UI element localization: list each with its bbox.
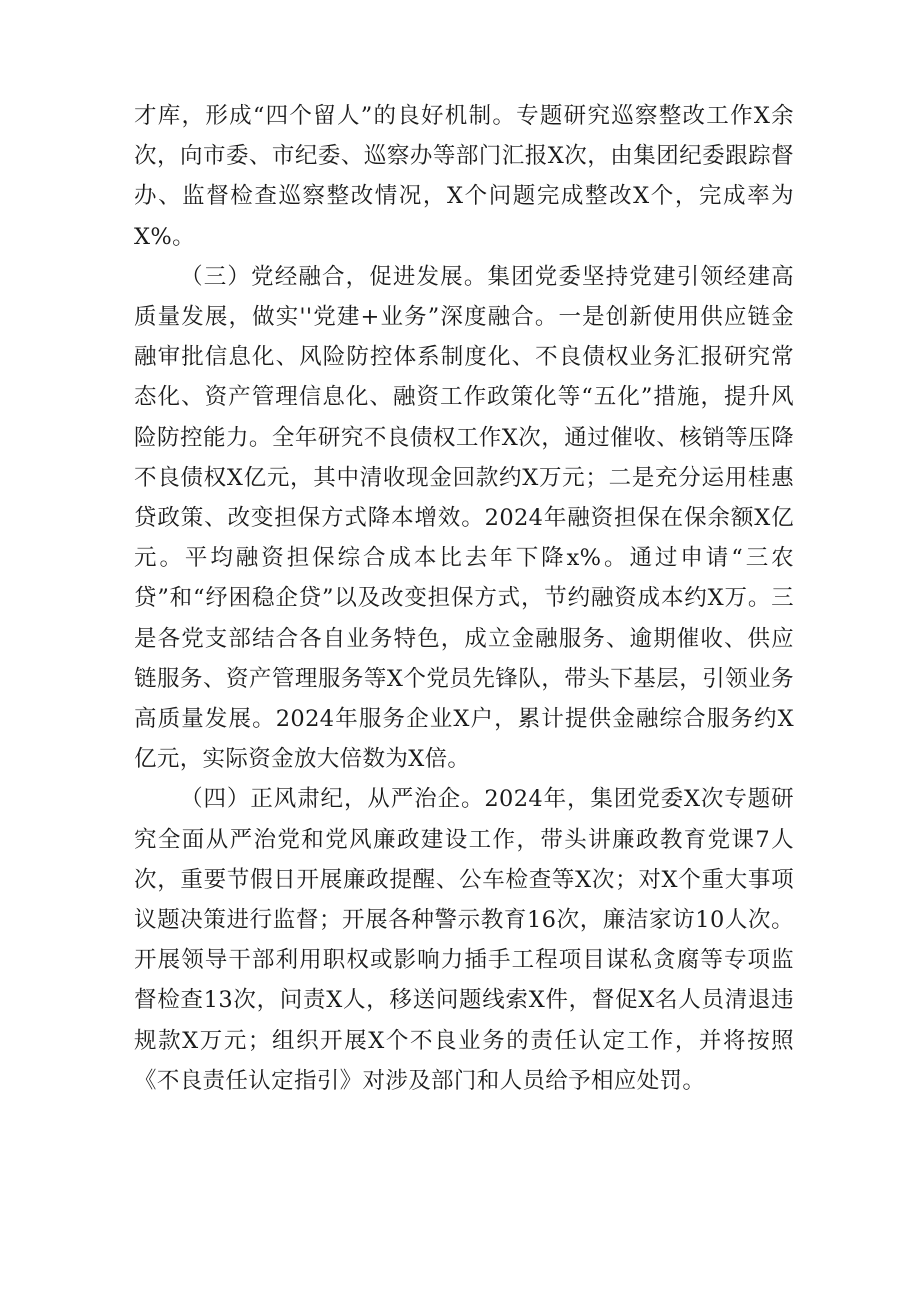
document-body [134,96,794,1101]
paragraph-continuation: 才库，形成“四个留人”的良好机制。专题研究巡察整改工作X余次，向市委、市纪委、巡察办等部门汇报X次，由集团纪委跟踪督办、监督检查巡察整改情况，X个问题完成整改X个，完成率为X%。 [134,103,794,250]
paragraph-section-three: （三）党经融合，促进发展。集团党委坚持党建引领经建高质量发展，做实''党建+业务”深度融合。一是创新使用供应链金融审批信息化、风险防控体系制度化、不良债权业务汇报研究常态化、资产管理信息化、融资工作政策化等“五化”措施，提升风险防控能力。全年研究不良债权工作X次，通过催收、核销等压降不良债权X亿元，其中清收现金回款约X万元；二是充分运用桂惠贷政策、改变担保方式降本增效。2024年融资担保在保余额X亿元。平均融资担保综合成本比去年下降x%。通过申请“三农贷”和“纾困稳企贷”以及改变担保方式，节约融资成本约X万。三是各党支部结合各自业务特色，成立金融服务、逾期催收、供应链服务、资产管理服务等X个党员先锋队，带头下基层，引领业务高质量发展。2024年服务企业X户，累计提供金融综合服务约X亿元，实际资金放大倍数为X倍。 [134,263,794,773]
paragraph-section-four: （四）正风肃纪，从严治企。2024年，集团党委X次专题研究全面从严治党和党风廉政建设工作，带头讲廉政教育党课7人次，重要节假日开展廉政提醒、公车检查等X次；对X个重大事项议题决策进行监督；开展各种警示教育16次，廉洁家访10人次。开展领导干部利用职权或影响力插手工程项目谋私贪腐等专项监督检查13次，问责X人，移送问题线索X件，督促X名人员清退违规款X万元；组织开展X个不良业务的责任认定工作，并将按照《不良责任认定指引》对涉及部门和人员给予相应处罚。 [134,786,794,1094]
